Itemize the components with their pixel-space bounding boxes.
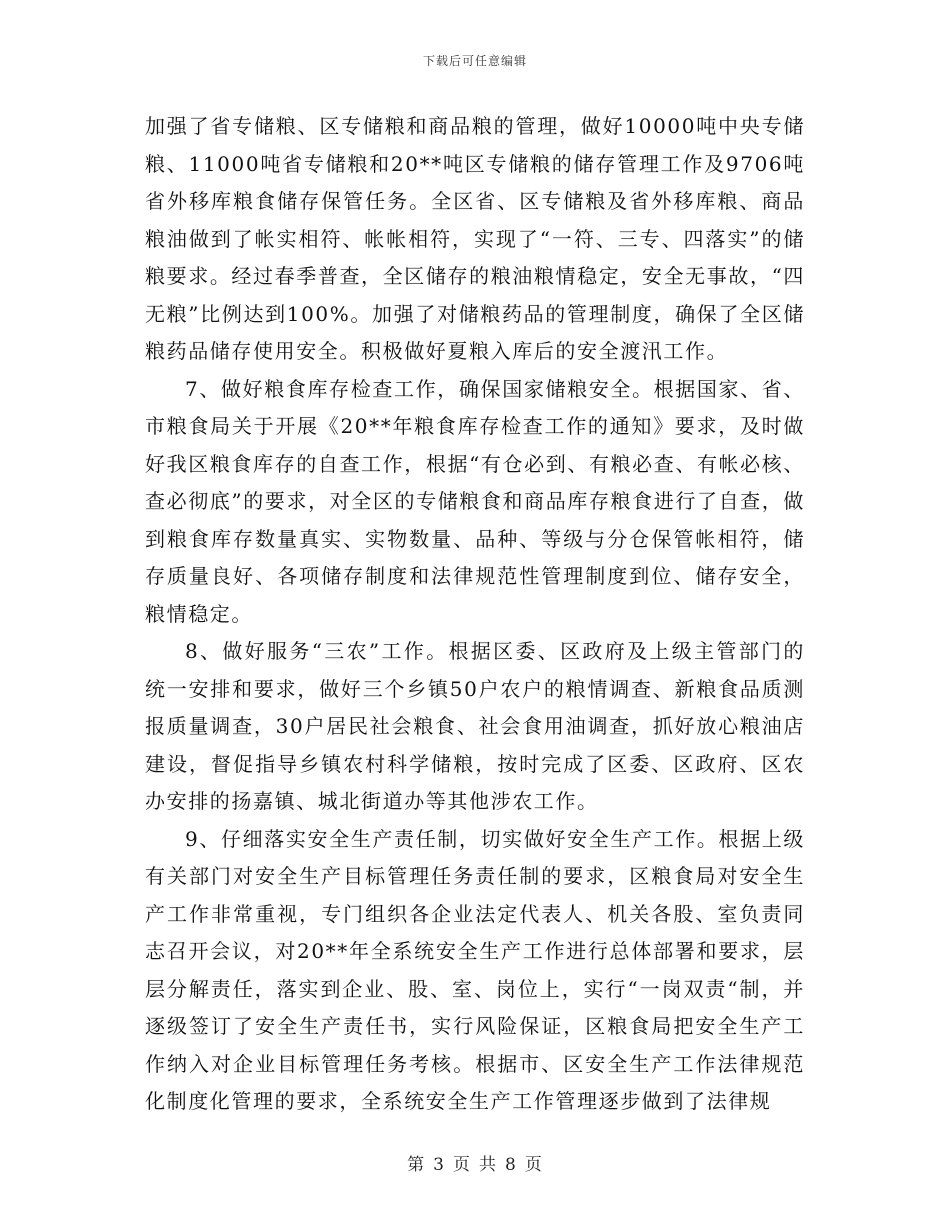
footer-page-unit: 页 <box>453 1155 471 1175</box>
footer-total-pages: 8 <box>505 1155 517 1175</box>
page-header-note: 下载后可任意编辑 <box>422 54 527 68</box>
footer-prefix: 第 <box>407 1155 426 1175</box>
page-footer <box>0 1150 950 1175</box>
paragraph-item-8: 8、做好服务“三农”工作。根据区委、区政府及上级主管部门的统一安排和要求，做好三个乡镇50户农户的粮情调查、新粮食品质测报质量调查，30户居民社会粮食、社会食用油调查，抓好放心粮油店建设，督促指导乡镇农村科学储粮，按时完成了区委、区政府、区农办安排的扬嘉镇、城北街道办等其他涉农工作。 <box>145 639 805 813</box>
paragraph-item-7: 7、做好粮食库存检查工作，确保国家储粮安全。根据国家、省、市粮食局关于开展《20**年粮食库存检查工作的通知》要求，及时做好我区粮食库存的自查工作，根据“有仓必到、有粮必查、有帐必核、查必彻底”的要求，对全区的专储粮食和商品库存粮食进行了自查，做到粮食库存数量真实、实物数量、品种、等级与分仓保管帐相符，储存质量良好、各项储存制度和法律规范性管理制度到位、储存安全，粮情稳定。 <box>145 376 805 626</box>
document-body <box>145 108 805 1121</box>
footer-suffix: 页 <box>524 1155 543 1175</box>
paragraph-item-9: 9、仔细落实安全生产责任制，切实做好安全生产工作。根据上级有关部门对安全生产目标管理任务责任制的要求，区粮食局对安全生产工作非常重视，专门组织各企业法定代表人、机关各股、室负责同志召开会议，对20**年全系统安全生产工作进行总体部署和要求，层层分解责任，落实到企业、股、室、岗位上，实行“一岗双责“制，并逐级签订了安全生产责任书，实行风险保证，区粮食局把安全生产工作纳入对企业目标管理任务考核。根据市、区安全生产工作法律规范化制度化管理的要求，全系统安全生产工作管理逐步做到了法律规 <box>145 826 805 1113</box>
paragraph-continued: 加强了省专储粮、区专储粮和商品粮的管理，做好10000吨中央专储粮、11000吨省专储粮和20**吨区专储粮的储存管理工作及9706吨省外移库粮食储存保管任务。全区省、区专储粮及省外移库粮、商品粮油做到了帐实相符、帐帐相符，实现了“一符、三专、四落实”的储粮要求。经过春季普查，全区储存的粮油粮情稳定，安全无事故，“四无粮”比例达到100%。加强了对储粮药品的管理制度，确保了全区储粮药品储存使用安全。积极做好夏粮入库后的安全渡汛工作。 <box>145 114 805 363</box>
footer-page-number: 3 <box>433 1155 445 1175</box>
footer-total-label: 共 <box>479 1155 497 1175</box>
